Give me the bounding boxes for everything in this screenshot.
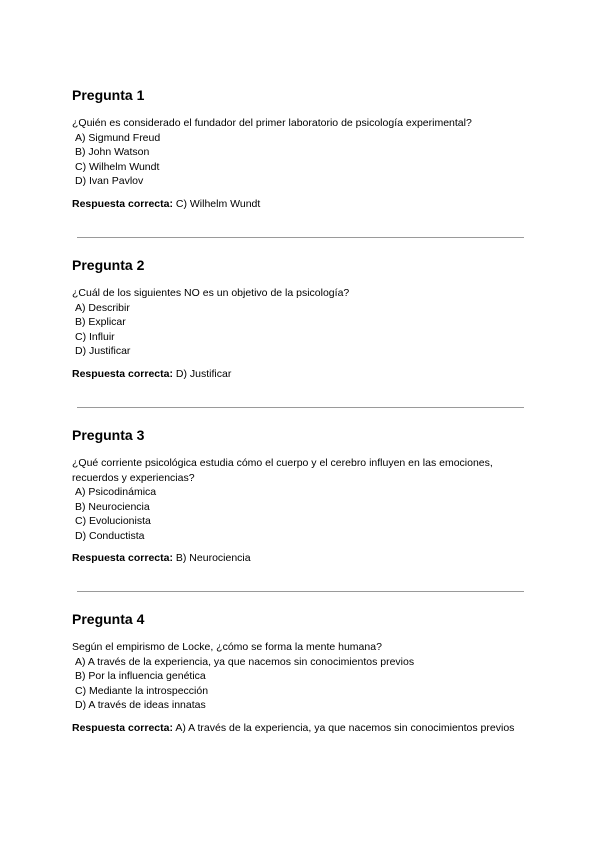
option-d: D) Ivan Pavlov	[75, 175, 144, 187]
option-a: A) Psicodinámica	[75, 486, 157, 498]
option-b: B) Por la influencia genética	[75, 670, 206, 682]
question-text: ¿Qué corriente psicológica estudia cómo el cuerpo y el cerebro influyen en las emociones, recuerdos y experiencias?	[72, 457, 493, 484]
question-4	[72, 611, 532, 735]
options-list	[72, 301, 532, 359]
option-c: C) Evolucionista	[75, 515, 151, 527]
option-d: D) A través de ideas innatas	[75, 699, 206, 711]
option-c: C) Wilhelm Wundt	[75, 160, 160, 173]
divider	[77, 591, 524, 592]
option-a: A) A través de la experiencia, ya que nacemos sin conocimientos previos	[75, 655, 415, 668]
answer-value: A) A través de la experiencia, ya que nacemos sin conocimientos previos	[175, 721, 515, 734]
option-d: D) Justificar	[75, 345, 131, 357]
question-text: Según el empirismo de Locke, ¿cómo se forma la mente humana?	[72, 641, 382, 653]
question-text: ¿Quién es considerado el fundador del primer laboratorio de psicología experimental?	[72, 117, 472, 129]
answer-label: Respuesta correcta:	[72, 197, 173, 210]
answer-value: B) Neurociencia	[175, 552, 251, 564]
question-2	[72, 257, 532, 381]
correct-answer	[72, 721, 528, 736]
options-list	[72, 485, 532, 543]
question-title: Pregunta 4	[72, 611, 145, 627]
answer-label: Respuesta correcta:	[72, 367, 173, 380]
option-a: A) Sigmund Freud	[75, 131, 161, 144]
option-a: A) Describir	[75, 301, 130, 314]
correct-answer	[72, 197, 528, 212]
answer-value: C) Wilhelm Wundt	[175, 197, 261, 210]
question-title: Pregunta 3	[72, 427, 145, 443]
answer-value: D) Justificar	[175, 367, 232, 380]
option-b: B) Explicar	[75, 316, 126, 328]
divider	[77, 237, 524, 238]
correct-answer	[72, 367, 528, 382]
option-c: C) Mediante la introspección	[75, 684, 209, 697]
divider	[77, 407, 524, 408]
answer-label: Respuesta correcta:	[72, 552, 173, 564]
correct-answer	[72, 551, 528, 566]
option-b: B) John Watson	[75, 146, 150, 158]
answer-label: Respuesta correcta:	[72, 721, 173, 734]
option-b: B) Neurociencia	[75, 500, 150, 513]
question-1	[72, 87, 532, 211]
question-3	[72, 427, 532, 566]
options-list	[72, 655, 532, 713]
question-title: Pregunta 1	[72, 87, 145, 103]
option-d: D) Conductista	[75, 529, 145, 542]
question-title: Pregunta 2	[72, 257, 145, 273]
question-text: ¿Cuál de los siguientes NO es un objetivo de la psicología?	[72, 287, 350, 299]
options-list	[72, 131, 532, 189]
option-c: C) Influir	[75, 330, 115, 343]
